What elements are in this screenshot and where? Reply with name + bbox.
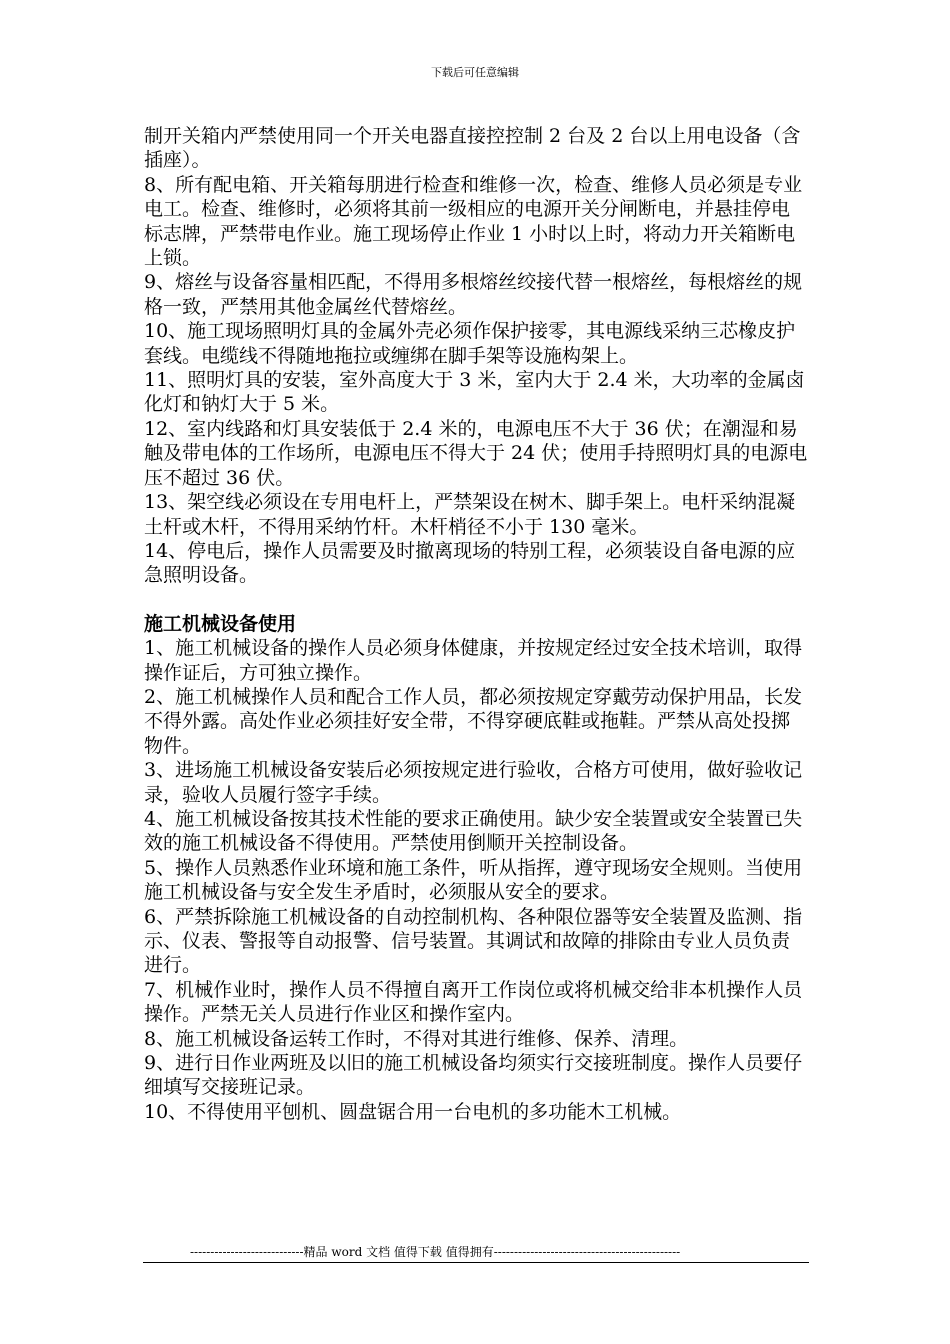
electrical-item-9: 9、熔丝与设备容量相匹配，不得用多根熔丝绞接代替一根熔丝，每根熔丝的规格一致，严禁用其他金属丝代替熔丝。 xyxy=(144,271,803,318)
machinery-item-9: 9、进行日作业两班及以旧的施工机械设备均须实行交接班制度。操作人员要仔细填写交接班记录。 xyxy=(144,1052,803,1099)
footer-divider xyxy=(143,1262,809,1263)
machinery-item-6: 6、严禁拆除施工机械设备的自动控制机构、各种限位器等安全装置及监测、指示、仪表、警报等自动报警、信号装置。其调试和故障的排除由专业人员负责进行。 xyxy=(144,905,803,977)
page-header: 下载后可任意编辑 xyxy=(431,66,519,79)
electrical-item-10: 10、施工现场照明灯具的金属外壳必须作保护接零，其电源线采纳三芯橡皮护套线。电缆线不得随地拖拉或缠绑在脚手架等设施构架上。 xyxy=(144,320,796,367)
machinery-item-8: 8、施工机械设备运转工作时，不得对其进行维修、保养、清理。 xyxy=(144,1027,689,1050)
machinery-item-3: 3、进场施工机械设备安装后必须按规定进行验收，合格方可使用，做好验收记录，验收人员履行签字手续。 xyxy=(144,759,803,806)
electrical-item-11: 11、照明灯具的安装，室外高度大于 3 米，室内大于 2.4 米，大功率的金属卤化灯和钠灯大于 5 米。 xyxy=(144,369,805,416)
page-footer: ----------------------------精品 word 文档 值得下载 值得拥有---------------------------------------------- xyxy=(190,1245,681,1259)
machinery-item-5: 5、操作人员熟悉作业环境和施工条件，听从指挥，遵守现场安全规则。当使用施工机械设备与安全发生矛盾时，必须服从安全的要求。 xyxy=(144,856,803,904)
electrical-item-12: 12、室内线路和灯具安装低于 2.4 米的，电源电压不大于 36 伏；在潮湿和易触及带电体的工作场所，电源电压不得大于 24 伏；使用手持照明灯具的电源电压不超过 36 伏。 xyxy=(144,417,808,489)
electrical-item-13: 13、架空线必须设在专用电杆上，严禁架设在树木、脚手架上。电杆采纳混凝土杆或木杆，不得用采纳竹杆。木杆梢径不小于 130 毫米。 xyxy=(144,491,796,538)
section-heading: 施工机械设备使用 xyxy=(144,612,297,635)
machinery-item-1: 1、施工机械设备的操作人员必须身体健康，并按规定经过安全技术培训，取得操作证后，方可独立操作。 xyxy=(144,637,803,684)
machinery-item-2: 2、施工机械操作人员和配合工作人员，都必须按规定穿戴劳动保护用品，长发不得外露。高处作业必须挂好安全带，不得穿硬底鞋或拖鞋。严禁从高处投掷物件。 xyxy=(144,685,803,757)
machinery-item-10: 10、不得使用平刨机、圆盘锯合用一台电机的多功能木工机械。 xyxy=(144,1100,682,1123)
machinery-item-4: 4、施工机械设备按其技术性能的要求正确使用。缺少安全装置或安全装置已失效的施工机械设备不得使用。严禁使用倒顺开关控制设备。 xyxy=(144,807,803,855)
machinery-item-7: 7、机械作业时，操作人员不得擅自离开工作岗位或将机械交给非本机操作人员操作。严禁无关人员进行作业区和操作室内。 xyxy=(144,978,803,1026)
document-body xyxy=(144,124,808,1124)
electrical-item-8: 8、所有配电箱、开关箱每朋进行检查和维修一次，检查、维修人员必须是专业电工。检查、维修时，必须将其前一级相应的电源开关分闸断电，并悬挂停电标志牌，严禁带电作业。施工现场停止作业 1 小时以上时，将动力开关箱断电上锁。 xyxy=(144,173,803,270)
paragraph-continuation: 制开关箱内严禁使用同一个开关电器直接控控制 2 台及 2 台以上用电设备（含插座）。 xyxy=(144,125,801,172)
electrical-item-14: 14、停电后，操作人员需要及时撤离现场的特别工程，必须装设自备电源的应急照明设备。 xyxy=(144,539,796,587)
